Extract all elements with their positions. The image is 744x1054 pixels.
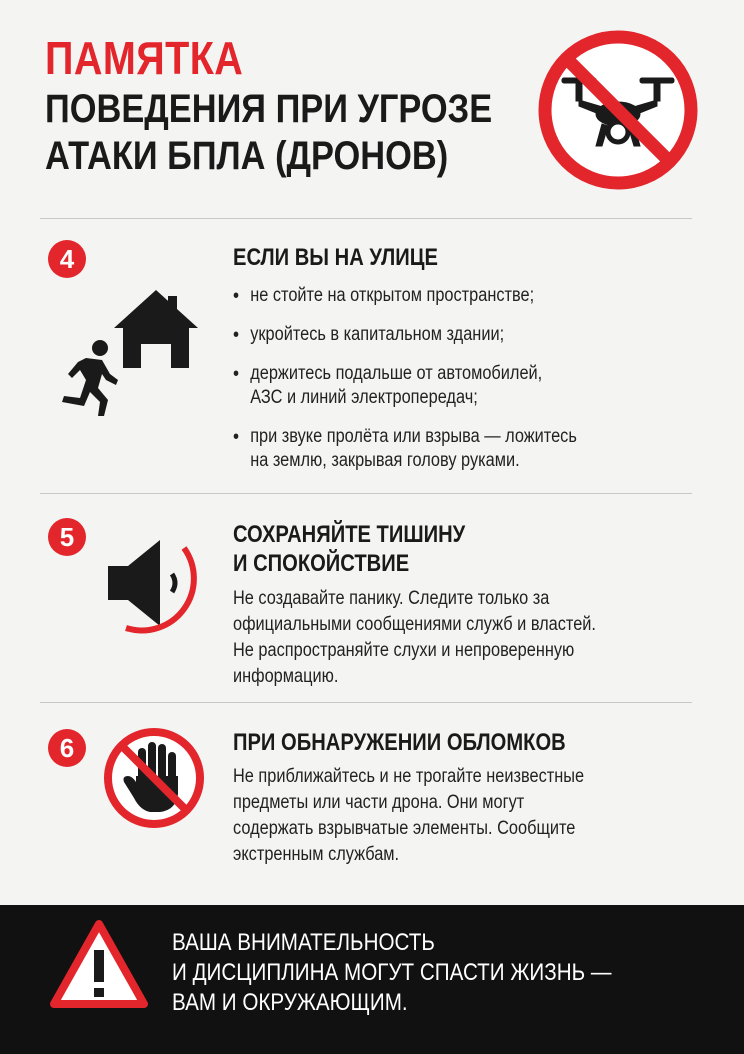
bullet-item: • при звуке пролёта или взрыва — ложитесь на землю, закрывая голову руками.	[233, 425, 663, 473]
section-number-4: 4	[48, 240, 86, 278]
section-number-6: 6	[48, 729, 86, 767]
footer-text: ВАША ВНИМАТЕЛЬНОСТЬ И ДИСЦИПЛИНА МОГУТ СПАСТИ ЖИЗНЬ — ВАМ И ОКРУЖАЮЩИМ.	[172, 929, 612, 1016]
no-drone-icon	[536, 28, 700, 192]
no-touch-hand-icon	[102, 726, 206, 830]
warning-triangle-icon	[50, 918, 148, 1008]
divider-1	[40, 218, 692, 219]
section-5-title-line-1: СОХРАНЯЙТЕ ТИШИНУ	[233, 521, 466, 548]
section-number-5: 5	[48, 518, 86, 556]
divider-3	[40, 702, 692, 703]
running-person-house-icon	[50, 288, 200, 420]
section-6-text: Не приближайтесь и не трогайте неизвестные предметы или части дрона. Они могут содержать взрывчатые элементы. Сообщите экстренным службам.	[233, 766, 585, 865]
bullet-item: • держитесь подальше от автомобилей, АЗС и линий электропередач;	[233, 362, 663, 410]
section-6-title: ПРИ ОБНАРУЖЕНИИ ОБЛОМКОВ	[233, 729, 566, 756]
header	[45, 30, 565, 180]
section-4-bullets	[233, 284, 733, 488]
speaker-quiet-icon	[106, 532, 210, 640]
title-line-2: ПОВЕДЕНИЯ ПРИ УГРОЗЕ	[45, 87, 493, 131]
section-4-title: ЕСЛИ ВЫ НА УЛИЦЕ	[233, 244, 438, 271]
section-5-text: Не создавайте панику. Следите только за официальными сообщениями служб и властей. Не распространяйте слухи и непроверенную информацию.	[233, 588, 596, 687]
divider-2	[40, 493, 692, 494]
bullet-item: • укройтесь в капитальном здании;	[233, 323, 663, 347]
title-line-3: АТАКИ БПЛА (ДРОНОВ)	[45, 134, 449, 178]
title-main: ПАМЯТКА	[45, 32, 244, 84]
section-5-title-line-2: И СПОКОЙСТВИЕ	[233, 550, 410, 577]
bullet-item: • не стойте на открытом пространстве;	[233, 284, 663, 308]
